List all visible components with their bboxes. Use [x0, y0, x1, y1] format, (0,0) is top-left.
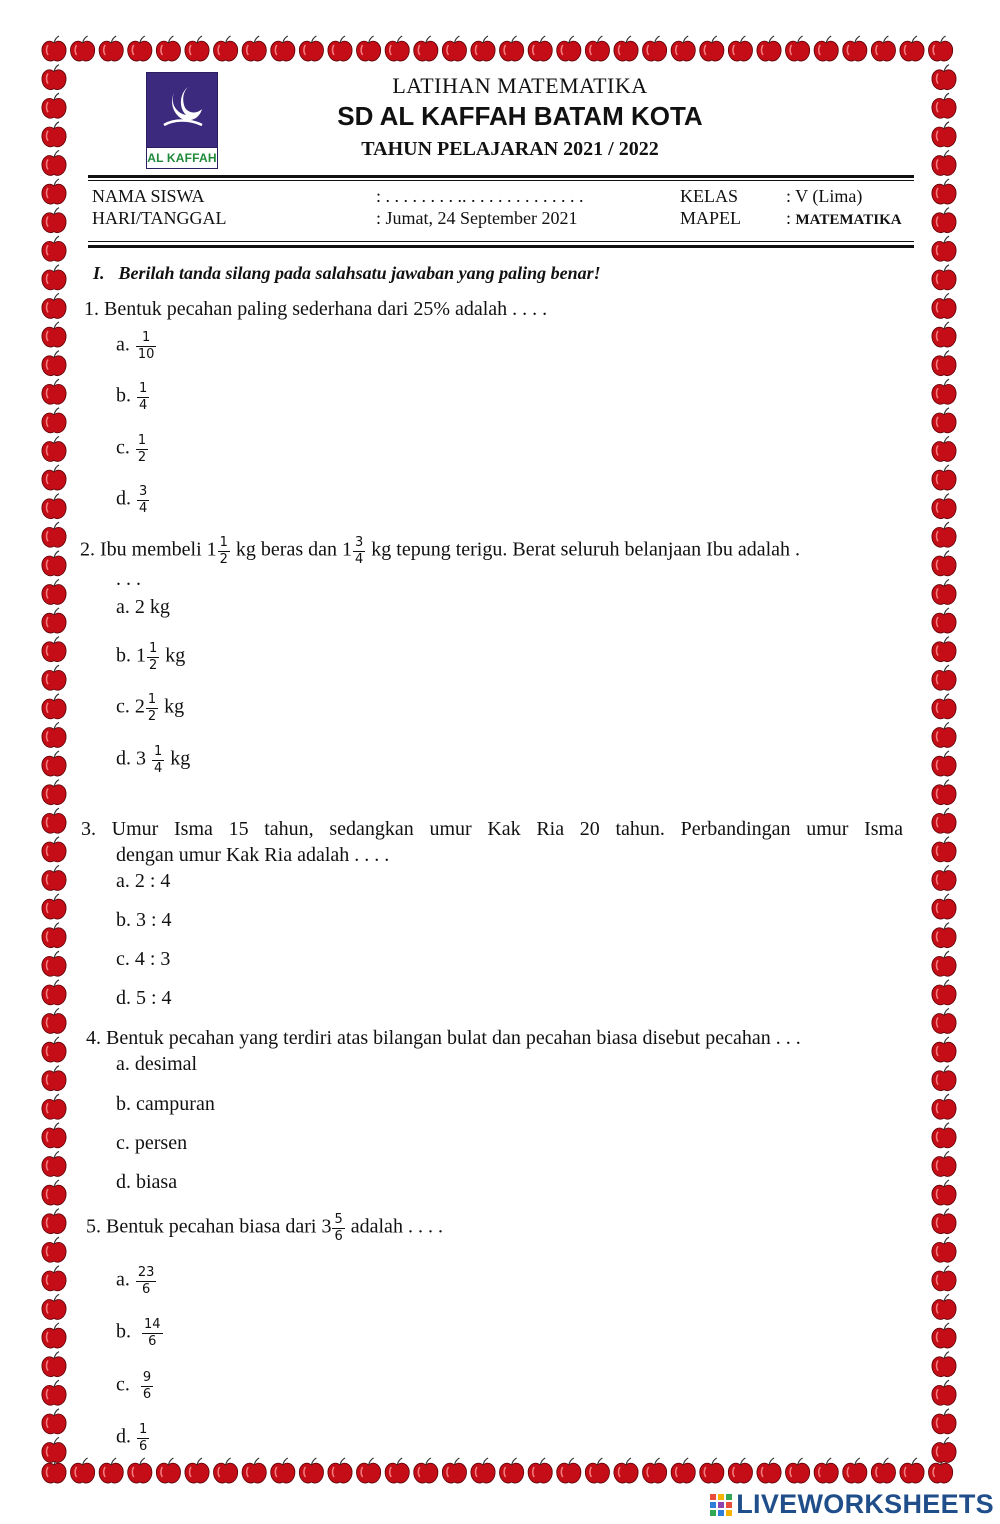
numerator: 1 [137, 433, 147, 448]
apple-border-item [932, 379, 956, 404]
apple-border-item [414, 1458, 438, 1483]
apple-border-item [42, 837, 66, 862]
apple-border-item [500, 36, 524, 61]
apple-border-item [557, 1458, 581, 1483]
q1-option-d[interactable] [116, 484, 150, 516]
q2-text-post: kg tepung terigu. Berat seluruh belanjaan Ibu adalah . [366, 538, 801, 561]
apple-border-item [42, 551, 66, 576]
crescent-logo-icon [160, 83, 204, 131]
denominator: 10 [137, 346, 155, 362]
fraction [353, 535, 365, 567]
apple-border-item [42, 608, 66, 633]
fraction [136, 433, 148, 465]
apple-border-item [99, 36, 123, 61]
apple-border-item [757, 1458, 781, 1483]
apple-border-item [932, 894, 956, 919]
apple-border-item [932, 951, 956, 976]
header-rule-top-thin [88, 180, 914, 181]
apple-border-item [42, 751, 66, 776]
q5-text-post: adalah . . . . [345, 1215, 443, 1238]
instruction-number: I. [93, 263, 105, 283]
apple-border-item [932, 236, 956, 261]
denominator: 6 [142, 1386, 152, 1402]
hari-tanggal-value: : Jumat, 24 September 2021 [376, 208, 578, 228]
header-rule-bottom [88, 245, 914, 248]
q3-option-c[interactable]: c. 4 : 3 [116, 948, 171, 970]
apple-border-item [932, 1437, 956, 1462]
apple-border-item [328, 1458, 352, 1483]
apple-border-item [42, 780, 66, 805]
kelas-label: KELAS [680, 186, 738, 206]
apple-border-item [414, 36, 438, 61]
apple-border-item [932, 1180, 956, 1205]
apple-border-item [932, 637, 956, 662]
apple-border-item [42, 1237, 66, 1262]
q3-option-b[interactable]: b. 3 : 4 [116, 909, 172, 931]
denominator: 2 [137, 449, 147, 465]
apple-border-item [42, 265, 66, 290]
apple-border-item [900, 1458, 924, 1483]
apple-border-item [42, 1123, 66, 1148]
apple-border-item [728, 36, 752, 61]
apple-border-item [99, 1458, 123, 1483]
fraction [137, 381, 149, 413]
apple-border-item [814, 1458, 838, 1483]
apple-border-item [932, 465, 956, 490]
apple-border-item [932, 980, 956, 1005]
apple-border-item [242, 36, 266, 61]
apple-border-item [442, 36, 466, 61]
fraction [146, 692, 158, 724]
apple-border-item [214, 36, 238, 61]
option-label: a. [116, 1268, 130, 1291]
q1-option-b[interactable] [116, 381, 150, 413]
apple-border-item [929, 36, 953, 61]
apple-border-item [42, 1380, 66, 1405]
apple-border-item [328, 36, 352, 61]
apple-border-item [932, 1237, 956, 1262]
apple-border-item [42, 923, 66, 948]
apple-border-item [585, 1458, 609, 1483]
logo-text: AL KAFFAH [147, 147, 217, 168]
school-year: TAHUN PELAJARAN 2021 / 2022 [361, 138, 659, 160]
numerator: 3 [139, 484, 148, 499]
apple-border-item [42, 951, 66, 976]
apple-border-item [871, 1458, 895, 1483]
apple-border-item [932, 351, 956, 376]
q5-option-d[interactable] [116, 1422, 150, 1454]
apple-border-item [214, 1458, 238, 1483]
apple-border-item [932, 1123, 956, 1148]
apple-border-item [299, 36, 323, 61]
apple-border-item [932, 865, 956, 890]
apple-border-item [42, 808, 66, 833]
instruction-text: Berilah tanda silang pada salahsatu jawaban yang paling benar! [118, 263, 601, 283]
apple-border-item [871, 36, 895, 61]
question-5 [86, 1212, 443, 1244]
apple-border-item [128, 1458, 152, 1483]
denominator: 6 [142, 1281, 151, 1297]
apple-border-item [932, 1409, 956, 1434]
apple-border-item [128, 36, 152, 61]
apple-border-item [932, 1209, 956, 1234]
apple-border-item [585, 36, 609, 61]
apple-border-item [71, 36, 95, 61]
apple-border-item [357, 1458, 381, 1483]
mapel-value [786, 208, 902, 229]
apple-border-item [814, 36, 838, 61]
question-1: 1. Bentuk pecahan paling sederhana dari 25% adalah . . . . [84, 298, 548, 320]
mapel-label: MAPEL [680, 208, 742, 228]
numerator: 9 [142, 1370, 152, 1385]
apple-border-item [42, 1008, 66, 1033]
apple-border-item [932, 1066, 956, 1091]
denominator: 2 [147, 708, 157, 724]
fraction [136, 330, 157, 362]
numerator: 3 [355, 535, 364, 550]
option-text: c. 2 [116, 695, 145, 718]
apple-border-item [42, 65, 66, 90]
apple-border-item [932, 780, 956, 805]
liveworksheets-logo-icon [710, 1494, 732, 1516]
numerator: 1 [219, 535, 228, 550]
numerator: 1 [149, 641, 158, 656]
option-unit: kg [165, 747, 191, 770]
title-line-1: LATIHAN MATEMATIKA [392, 73, 648, 98]
watermark-text: LIVEWORKSHEETS [736, 1489, 994, 1519]
apple-border-item [557, 36, 581, 61]
option-unit: kg [159, 695, 185, 718]
denominator: 2 [149, 657, 158, 673]
q5-option-c[interactable] [116, 1370, 154, 1402]
header-rule-top [88, 175, 914, 178]
apple-border-item [385, 1458, 409, 1483]
denominator: 4 [139, 500, 148, 516]
fraction [141, 1370, 153, 1402]
apple-border-item [42, 1437, 66, 1462]
apple-border-item [42, 179, 66, 204]
fraction [152, 744, 164, 776]
apple-border-item [786, 1458, 810, 1483]
apple-border-item [932, 293, 956, 318]
apple-border-item [42, 1180, 66, 1205]
apple-border-item [185, 36, 209, 61]
apple-border-item [932, 208, 956, 233]
apple-border-item [932, 694, 956, 719]
apple-border-item [528, 36, 552, 61]
apple-border-item [42, 894, 66, 919]
option-text: b. 1 [116, 644, 146, 667]
numerator: 5 [334, 1212, 343, 1227]
apple-border-item [932, 1094, 956, 1119]
apple-border-item [299, 1458, 323, 1483]
fraction [136, 1265, 157, 1297]
q5-text-pre: 5. Bentuk pecahan biasa dari 3 [86, 1215, 332, 1238]
school-logo [146, 72, 218, 169]
numerator: 1 [139, 1422, 148, 1437]
apple-border-item [42, 1352, 66, 1377]
apple-border-item [786, 36, 810, 61]
mapel-subject: MATEMATIKA [795, 212, 902, 228]
fraction [142, 1317, 163, 1349]
apple-border-item [42, 408, 66, 433]
q5-option-a[interactable] [116, 1265, 157, 1297]
hari-tanggal-label: HARI/TANGGAL [92, 208, 227, 228]
apple-border-item [932, 408, 956, 433]
apple-border-item [42, 1294, 66, 1319]
apple-border-item [700, 1458, 724, 1483]
apple-border-item [271, 36, 295, 61]
nama-siswa-field[interactable]: : . . . . . . . . .. . . . . . . . . . . . . . [376, 186, 584, 206]
apple-border-item [932, 722, 956, 747]
apple-border-item [932, 751, 956, 776]
apple-border-item [42, 436, 66, 461]
apple-border-item [900, 36, 924, 61]
apple-border-item [932, 436, 956, 461]
apple-border-item [42, 208, 66, 233]
numerator: 1 [147, 692, 157, 707]
apple-border-item [42, 980, 66, 1005]
option-label: a. [116, 333, 130, 356]
apple-border-item [357, 36, 381, 61]
apple-border-item [932, 494, 956, 519]
numerator: 1 [154, 744, 163, 759]
apple-border-item [42, 1209, 66, 1234]
q4-option-b[interactable]: b. campuran [116, 1093, 215, 1115]
apple-border-item [42, 579, 66, 604]
school-name: SD AL KAFFAH BATAM KOTA [337, 101, 703, 131]
denominator: 4 [154, 760, 163, 776]
denominator: 6 [139, 1438, 148, 1454]
apple-border-item [932, 179, 956, 204]
apple-border-item [932, 122, 956, 147]
apple-border-item [932, 93, 956, 118]
q2-option-d[interactable] [116, 744, 190, 776]
apple-border-item [932, 1037, 956, 1062]
apple-border-item [42, 665, 66, 690]
apple-border-item [42, 694, 66, 719]
apple-border-item [932, 1266, 956, 1291]
apple-border-item [932, 579, 956, 604]
apple-border-item [932, 665, 956, 690]
apple-border-item [932, 608, 956, 633]
kelas-value: : V (Lima) [786, 186, 863, 206]
apple-border-item [42, 1323, 66, 1348]
apple-border-item [271, 1458, 295, 1483]
apple-border-item [614, 36, 638, 61]
option-label: b. [116, 384, 131, 407]
apple-border-item [42, 36, 66, 61]
apple-border-item [728, 1458, 752, 1483]
apple-border-item [932, 1294, 956, 1319]
apple-border-item [932, 522, 956, 547]
question-4: 4. Bentuk pecahan yang terdiri atas bilangan bulat dan pecahan biasa disebut pecahan . . . [86, 1027, 801, 1049]
apple-border-item [843, 1458, 867, 1483]
apple-border-item [671, 36, 695, 61]
fraction [147, 641, 159, 673]
q4-option-c[interactable]: c. persen [116, 1132, 188, 1154]
apple-border-item [614, 1458, 638, 1483]
apple-border-item [42, 150, 66, 175]
q3-option-a[interactable]: a. 2 : 4 [116, 870, 171, 892]
apple-border-item [700, 36, 724, 61]
apple-border-item [42, 494, 66, 519]
question-3-line-1: 3. Umur Isma 15 tahun, sedangkan umur Kak Ria 20 tahun. Perbandingan umur Isma [81, 818, 903, 840]
fraction [137, 484, 149, 516]
apple-border-item [671, 1458, 695, 1483]
apple-border-item [757, 36, 781, 61]
q1-option-c[interactable] [116, 433, 149, 465]
q1-option-a[interactable] [116, 330, 157, 362]
apple-border-item [42, 722, 66, 747]
q4-option-a[interactable]: a. desimal [116, 1053, 198, 1075]
fraction [218, 535, 230, 567]
apple-border-item [42, 1151, 66, 1176]
apple-border-item [42, 236, 66, 261]
apple-border-item [156, 36, 180, 61]
apple-border-item [42, 1037, 66, 1062]
apple-border-item [643, 1458, 667, 1483]
apple-border-item [932, 1323, 956, 1348]
option-label: c. [116, 1373, 130, 1396]
apple-border-item [932, 551, 956, 576]
option-label: d. [116, 1425, 131, 1448]
q2-option-b[interactable] [116, 641, 185, 673]
denominator: 2 [219, 551, 228, 567]
option-label: d. [116, 487, 131, 510]
numerator: 1 [139, 381, 148, 396]
apple-border-item [42, 122, 66, 147]
apple-border-item [42, 865, 66, 890]
apple-border-item [242, 1458, 266, 1483]
header-rule-bottom-thin [88, 241, 914, 242]
apple-border-item [185, 1458, 209, 1483]
apple-border-item [42, 351, 66, 376]
apple-border-item [932, 923, 956, 948]
apple-border-item [932, 1151, 956, 1176]
apple-border-item [385, 36, 409, 61]
q5-option-b[interactable] [116, 1317, 164, 1349]
apple-border-item [471, 1458, 495, 1483]
apple-border-item [932, 65, 956, 90]
q2-text-pre: 2. Ibu membeli 1 [80, 538, 217, 561]
fraction [332, 1212, 344, 1244]
apple-border-item [843, 36, 867, 61]
apple-border-item [71, 1458, 95, 1483]
apple-border-item [500, 1458, 524, 1483]
q2-text-mid: kg beras dan 1 [230, 538, 352, 561]
option-label: b. [116, 1320, 131, 1343]
apple-border-item [42, 379, 66, 404]
question-3-line-2: dengan umur Kak Ria adalah . . . . [116, 844, 390, 866]
nama-siswa-label: NAMA SISWA [92, 186, 205, 206]
option-label: c. [116, 436, 130, 459]
apple-border-item [442, 1458, 466, 1483]
q2-option-a[interactable]: a. 2 kg [116, 596, 170, 618]
apple-border-item [42, 637, 66, 662]
numerator: 14 [144, 1317, 161, 1332]
apple-border-item [932, 1380, 956, 1405]
apple-border-item [932, 322, 956, 347]
apple-border-item [42, 522, 66, 547]
question-2-continued: . . . [116, 568, 141, 590]
apple-border-item [42, 322, 66, 347]
apple-border-item [156, 1458, 180, 1483]
mapel-colon: : [786, 208, 796, 228]
option-text: d. 3 [116, 747, 151, 770]
apple-border-item [932, 150, 956, 175]
q3-option-d[interactable]: d. 5 : 4 [116, 987, 172, 1009]
denominator: 4 [355, 551, 364, 567]
q2-option-c[interactable] [116, 692, 184, 724]
question-2 [80, 535, 800, 567]
instruction [93, 263, 601, 284]
apple-border-item [42, 1266, 66, 1291]
numerator: 1 [136, 330, 157, 347]
fraction [137, 1422, 149, 1454]
apple-border-item [528, 1458, 552, 1483]
apple-border-item [932, 1008, 956, 1033]
option-unit: kg [160, 644, 186, 667]
apple-border-item [932, 1352, 956, 1377]
apple-border-item [643, 36, 667, 61]
q4-option-d[interactable]: d. biasa [116, 1171, 178, 1193]
denominator: 6 [148, 1333, 157, 1349]
denominator: 6 [334, 1228, 343, 1244]
apple-border-item [42, 1409, 66, 1434]
apple-border-item [42, 93, 66, 118]
apple-border-item [42, 1094, 66, 1119]
apple-border-item [932, 837, 956, 862]
liveworksheets-watermark[interactable] [710, 1489, 994, 1520]
apple-border-item [42, 465, 66, 490]
apple-border-item [932, 808, 956, 833]
apple-border-item [471, 36, 495, 61]
apple-border-item [932, 265, 956, 290]
denominator: 4 [139, 397, 148, 413]
apple-border-item [42, 293, 66, 318]
apple-border-item [42, 1066, 66, 1091]
numerator: 23 [137, 1265, 155, 1280]
